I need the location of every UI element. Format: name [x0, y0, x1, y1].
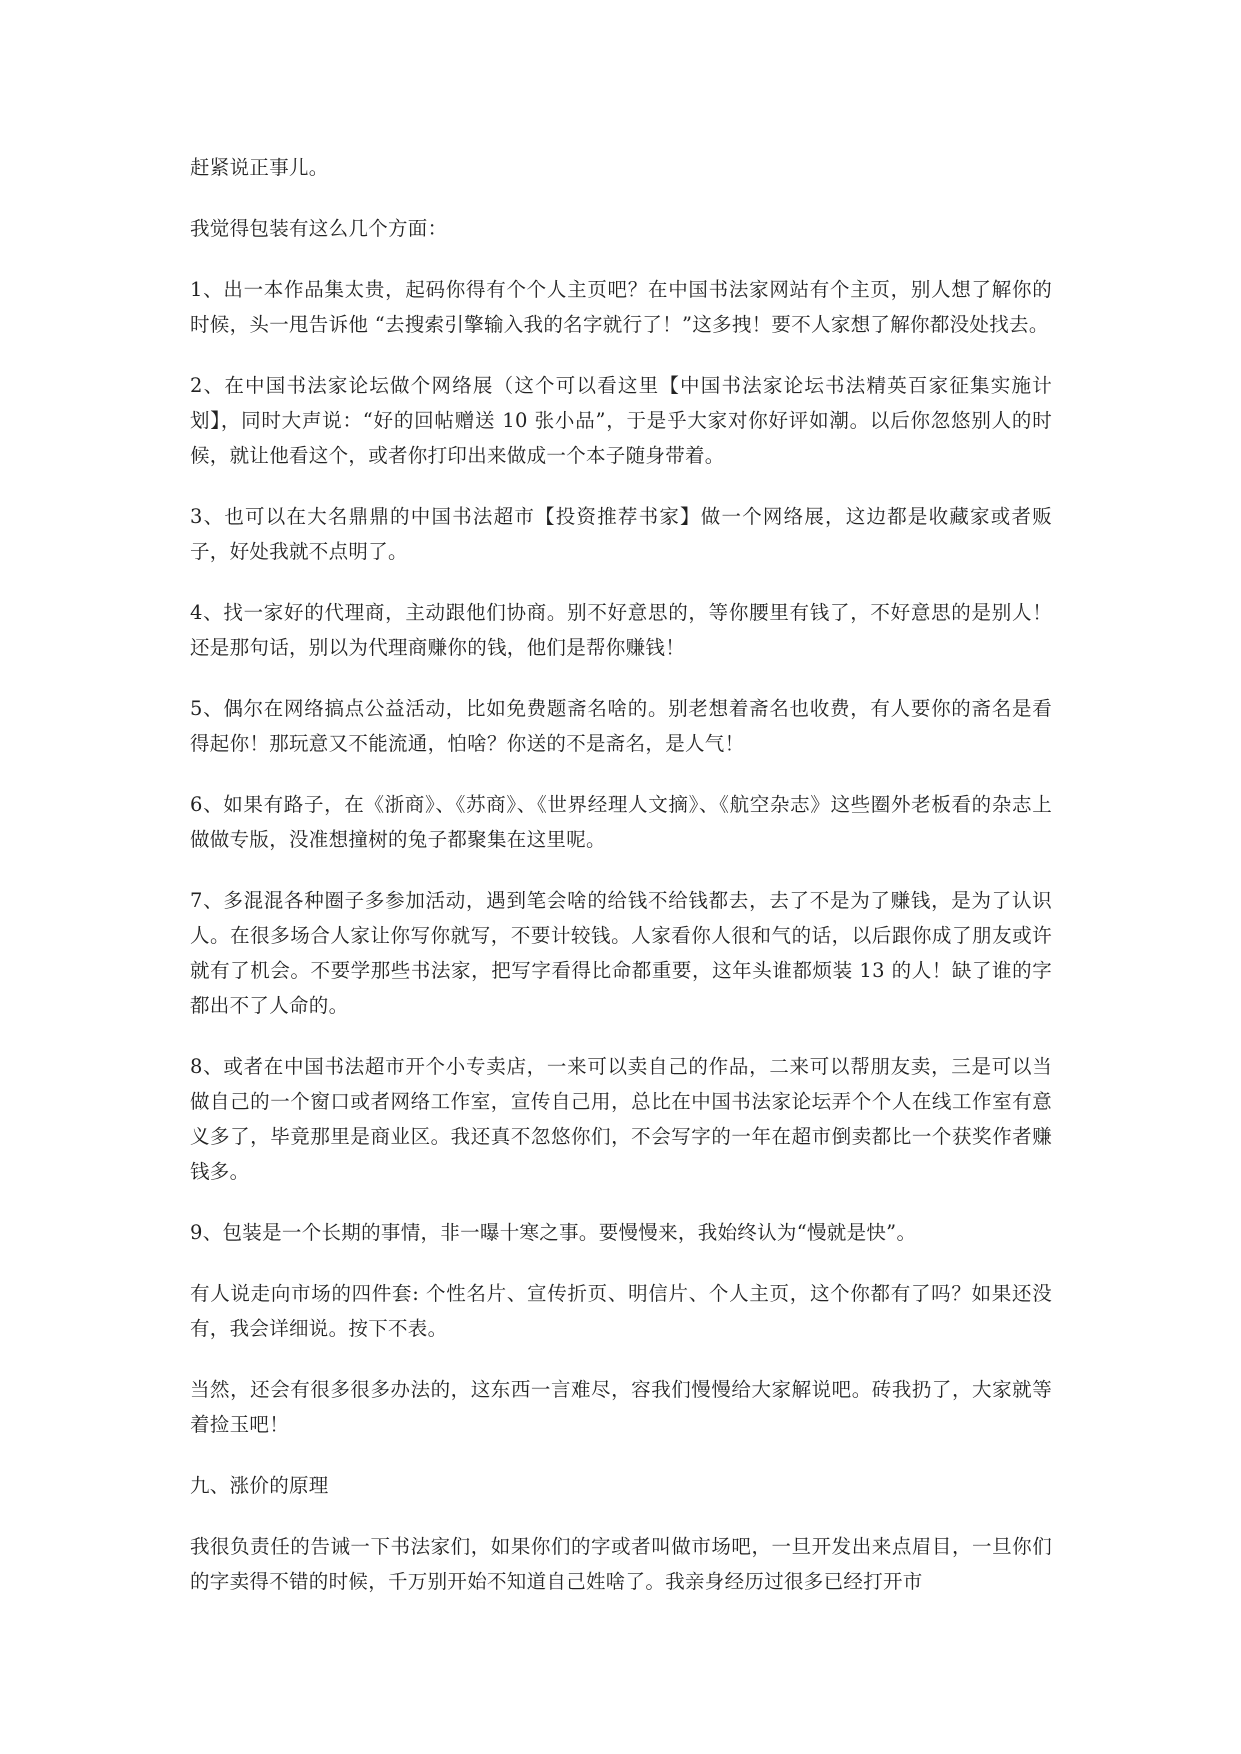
paragraph: 我觉得包装有这么几个方面： [190, 217, 448, 240]
paragraph: 9、包装是一个长期的事情，非一曝十寒之事。要慢慢来，我始终认为“慢就是快”。 [190, 1221, 917, 1244]
paragraph: 有人说走向市场的四件套: 个性名片、宣传折页、明信片、个人主页，这个你都有了吗？如果还没有，我会详细说。按下不表。 [190, 1282, 1052, 1340]
paragraph: 当然，还会有很多很多办法的，这东西一言难尽，容我们慢慢给大家解说吧。砖我扔了，大家就等着捡玉吧！ [190, 1378, 1052, 1436]
section-heading: 九、涨价的原理 [190, 1474, 329, 1497]
paragraph: 5、偶尔在网络搞点公益活动，比如免费题斋名啥的。别老想着斋名也收费，有人要你的斋名是看得起你！那玩意又不能流通，怕啥？你送的不是斋名，是人气！ [190, 697, 1052, 755]
paragraph: 我很负责任的告诫一下书法家们，如果你们的字或者叫做市场吧，一旦开发出来点眉目，一旦你们的字卖得不错的时候，千万别开始不知道自己姓啥了。我亲身经历过很多已经打开市 [190, 1535, 1052, 1593]
paragraph: 1、出一本作品集太贵，起码你得有个个人主页吧？在中国书法家网站有个主页，别人想了解你的时候，头一甩告诉他 “去搜索引擎输入我的名字就行了！”这多拽！要不人家想了解你都没处找去。 [190, 278, 1052, 336]
paragraph: 赶紧说正事儿。 [190, 156, 329, 179]
paragraph: 8、或者在中国书法超市开个小专卖店，一来可以卖自己的作品，二来可以帮朋友卖，三是可以当做自己的一个窗口或者网络工作室，宣传自己用，总比在中国书法家论坛弄个个人在线工作室有意义多了，毕竟那里是商业区。我还真不忽悠你们，不会写字的一年在超市倒卖都比一个获奖作者赚钱多。 [190, 1055, 1052, 1183]
document-body [190, 150, 1052, 1625]
paragraph: 3、也可以在大名鼎鼎的中国书法超市【投资推荐书家】做一个网络展，这边都是收藏家或者贩子，好处我就不点明了。 [190, 505, 1052, 563]
paragraph: 4、找一家好的代理商，主动跟他们协商。别不好意思的，等你腰里有钱了，不好意思的是别人！还是那句话，别以为代理商赚你的钱，他们是帮你赚钱！ [190, 601, 1052, 659]
paragraph: 2、在中国书法家论坛做个网络展（这个可以看这里【中国书法家论坛书法精英百家征集实施计划】，同时大声说：“好的回帖赠送 10 张小品”，于是乎大家对你好评如潮。以后你忽悠别人的时候，就让他看这个，或者你打印出来做成一个本子随身带着。 [190, 374, 1052, 467]
paragraph: 7、多混混各种圈子多参加活动，遇到笔会啥的给钱不给钱都去，去了不是为了赚钱，是为了认识人。在很多场合人家让你写你就写，不要计较钱。人家看你人很和气的话，以后跟你成了朋友或许就有了机会。不要学那些书法家，把写字看得比命都重要，这年头谁都烦装 13 的人！缺了谁的字都出不了人命的。 [190, 889, 1052, 1017]
paragraph: 6、如果有路子，在《浙商》、《苏商》、《世界经理人文摘》、《航空杂志》这些圈外老板看的杂志上做做专版，没准想撞树的兔子都聚集在这里呢。 [190, 793, 1052, 851]
